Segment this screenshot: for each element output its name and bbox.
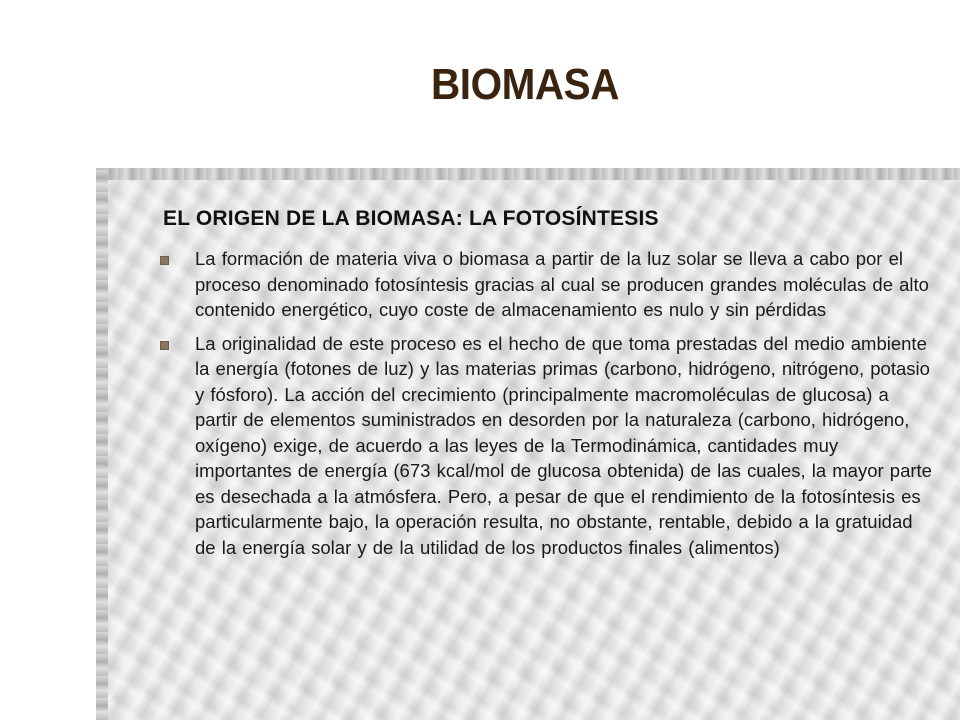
bullet-text: La originalidad de este proceso es el hecho de que toma prestadas del medio ambiente la energía (fotones de luz) y las materias primas (carbono, hidrógeno, nitrógeno, potasio y fósforo). La acción del crecimiento (principalmente macromoléculas de glucosa) a partir de elementos suministrados en desorden por la naturaleza (carbono, hidrógeno, oxígeno) exige, de acuerdo a las leyes de la Termodinámica, cantidades muy importantes de energía (673 kcal/mol de glucosa obtenida) de las cuales, la mayor parte es desechada a la atmósfera. Pero, a pesar de que el rendimiento de la fotosíntesis es particularmente bajo, la operación resulta, no obstante, rentable, debido a la gratuidad de la energía solar y de la utilidad de los productos finales (alimentos) [195,332,932,558]
marble-content-panel [96,168,960,720]
square-bullet-icon [160,256,169,265]
square-bullet-icon [160,341,169,350]
bullet-list [152,246,932,568]
slide-title: BIOMASA [431,60,619,109]
section-heading: EL ORIGEN DE LA BIOMASA: LA FOTOSÍNTESIS [163,207,659,230]
bullet-text: La formación de materia viva o biomasa a partir de la luz solar se lleva a cabo por el proceso denominado fotosíntesis gracias al cual se producen grandes moléculas de alto contenido energético, cuyo coste de almacenamiento es nulo y sin pérdidas [195,248,929,320]
list-item [152,331,932,561]
list-item [152,246,932,323]
